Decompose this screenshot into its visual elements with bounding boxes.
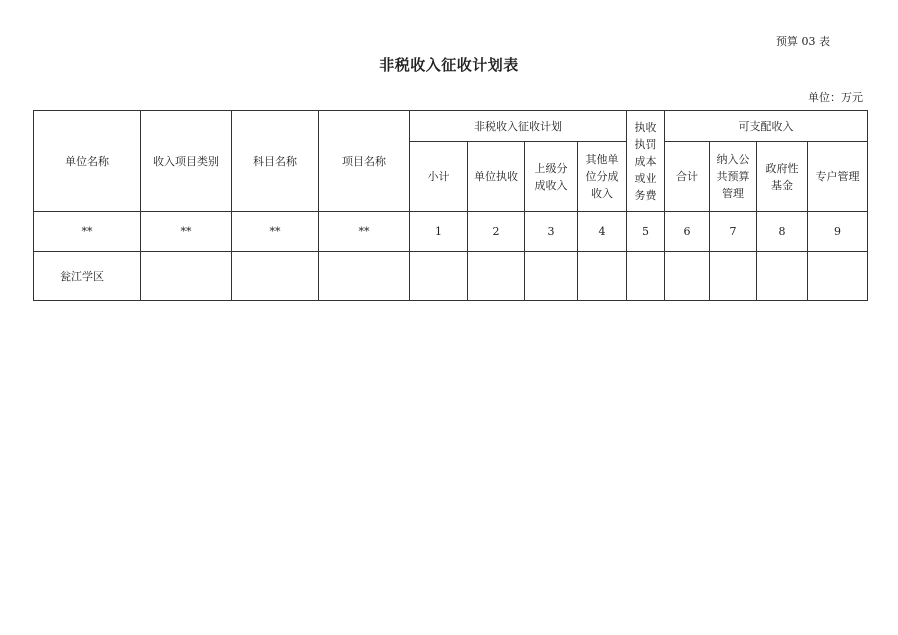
index-cell: 9 — [808, 212, 868, 252]
data-cell — [232, 252, 319, 301]
header-plan-other-share: 其他单 位分成 收入 — [578, 142, 627, 212]
unit-name-cell: 瓮江学区 — [34, 252, 141, 301]
data-cell — [525, 252, 578, 301]
index-cell: 3 — [525, 212, 578, 252]
index-cell: 5 — [627, 212, 665, 252]
page-title: 非税收入征收计划表 — [379, 56, 519, 74]
header-plan-unit-collect: 单位执收 — [468, 142, 525, 212]
index-cell: 1 — [410, 212, 468, 252]
data-cell — [710, 252, 757, 301]
index-row — [34, 212, 868, 252]
data-cell — [578, 252, 627, 301]
header-avail-gov-fund: 政府性 基金 — [757, 142, 808, 212]
header-avail-special-account: 专户管理 — [808, 142, 868, 212]
data-cell — [468, 252, 525, 301]
header-row-1 — [34, 111, 868, 142]
header-project-name: 项目名称 — [319, 111, 410, 212]
index-cell: ** — [319, 212, 410, 252]
data-cell — [627, 252, 665, 301]
index-cell: ** — [141, 212, 232, 252]
index-cell: 2 — [468, 212, 525, 252]
header-plan-upper-share: 上级分 成收入 — [525, 142, 578, 212]
data-cell — [319, 252, 410, 301]
index-cell: ** — [34, 212, 141, 252]
header-subject-name: 科目名称 — [232, 111, 319, 212]
data-cell — [141, 252, 232, 301]
form-number: 预算 03 表 — [776, 35, 830, 48]
header-income-type: 收入项目类别 — [141, 111, 232, 212]
index-cell: 8 — [757, 212, 808, 252]
header-unit-name: 单位名称 — [34, 111, 141, 212]
data-cell — [808, 252, 868, 301]
header-penalty-cost: 执收 执罚 成本 或业 务费 — [627, 111, 665, 212]
header-plan-group: 非税收入征收计划 — [410, 111, 627, 142]
unit-label: 单位：万元 — [808, 91, 863, 104]
index-cell: 6 — [665, 212, 710, 252]
data-cell — [665, 252, 710, 301]
header-plan-subtotal: 小计 — [410, 142, 468, 212]
data-cell — [757, 252, 808, 301]
header-avail-public-budget: 纳入公 共预算 管理 — [710, 142, 757, 212]
index-cell: ** — [232, 212, 319, 252]
index-cell: 7 — [710, 212, 757, 252]
index-cell: 4 — [578, 212, 627, 252]
header-avail-total: 合计 — [665, 142, 710, 212]
plan-table — [33, 110, 868, 301]
data-cell — [410, 252, 468, 301]
header-available-group: 可支配收入 — [665, 111, 868, 142]
table-row — [34, 252, 868, 301]
